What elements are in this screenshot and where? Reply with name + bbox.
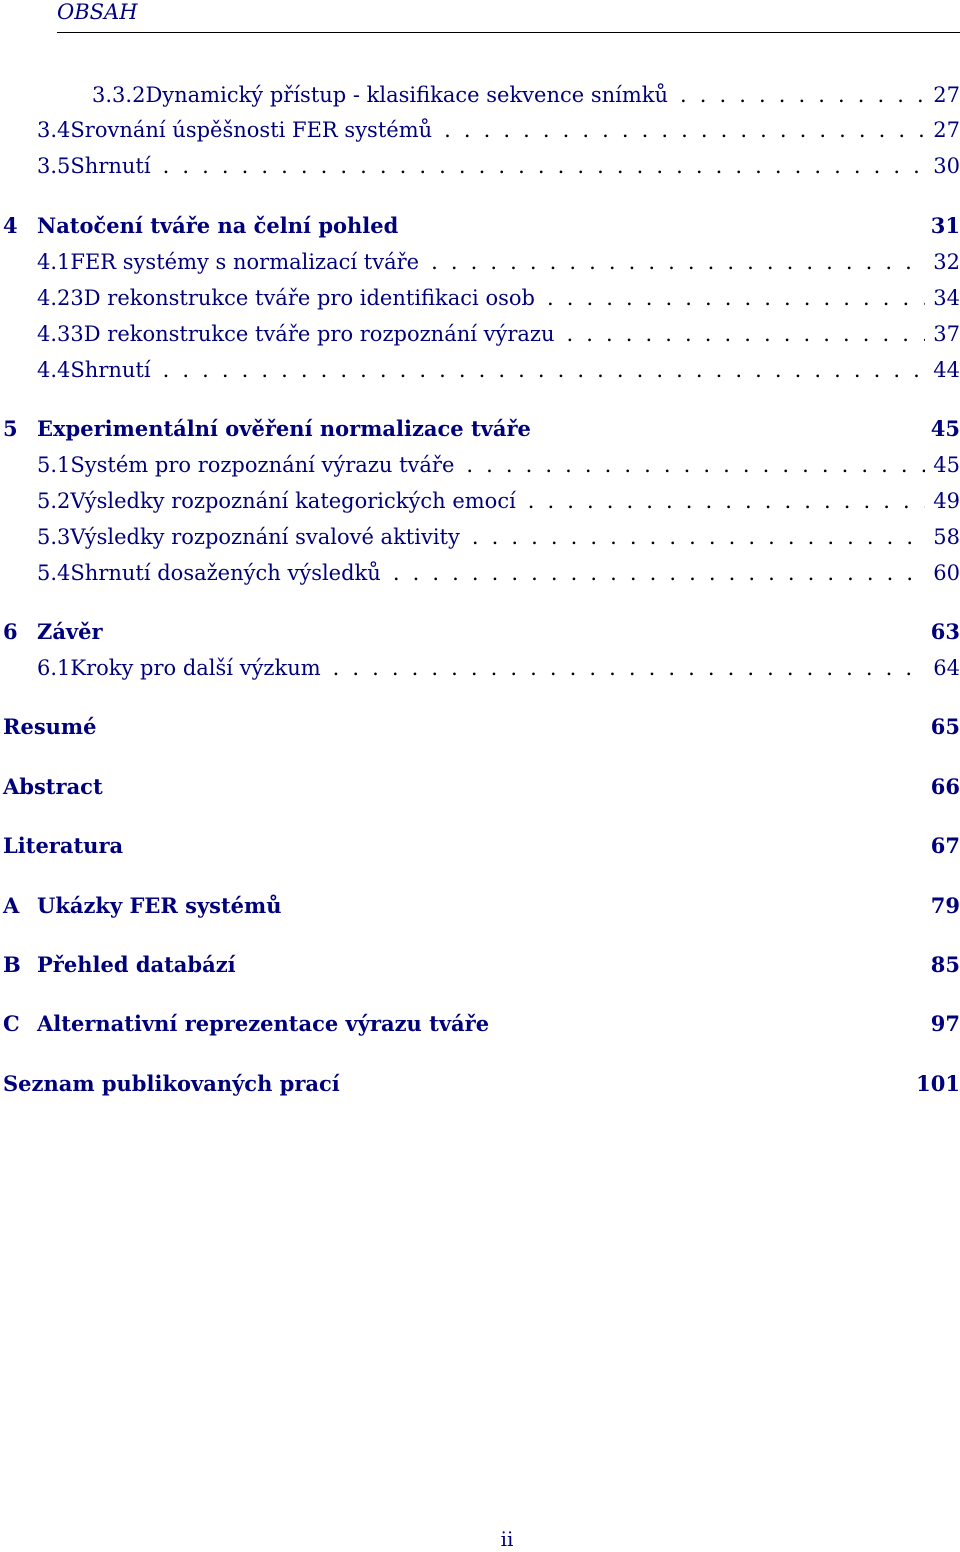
toc-entry-title: Kroky pro další výzkum <box>70 656 321 680</box>
toc-entry-number: 3.4 <box>37 118 71 142</box>
toc-chapter-number: 5 <box>3 416 18 441</box>
toc-entry-title: 3D rekonstrukce tváře pro identifikaci osob <box>70 286 535 310</box>
dot-leader <box>472 519 925 555</box>
dot-leader <box>393 555 925 591</box>
toc-chapter-page: 66 <box>930 774 960 799</box>
dot-leader <box>466 447 925 483</box>
toc-chapter-page: 101 <box>916 1071 960 1096</box>
toc-chapter-page: 45 <box>930 416 960 441</box>
toc-entry-page: 49 <box>933 489 960 513</box>
toc-entry-title: Výsledky rozpoznání svalové aktivity <box>70 525 460 549</box>
toc-entry-number: 4.3 <box>37 322 71 346</box>
running-title: OBSAH <box>57 0 138 24</box>
toc-chapter-title: Alternativní reprezentace výrazu tváře <box>37 1011 490 1036</box>
toc-entry-title: Výsledky rozpoznání kategorických emocí <box>70 489 516 513</box>
toc-chapter-title: Abstract <box>3 774 103 799</box>
toc-entry-title: Systém pro rozpoznání výrazu tváře <box>70 453 455 477</box>
toc-chapter-page: 65 <box>930 714 960 739</box>
toc-entry-page: 27 <box>933 118 960 142</box>
toc-chapter-page: 31 <box>930 213 960 238</box>
toc-chapter-number: C <box>3 1011 20 1036</box>
toc-chapter[interactable] <box>0 828 960 864</box>
toc-chapter-title: Ukázky FER systémů <box>37 893 282 918</box>
toc-entry-number: 3.5 <box>37 154 71 178</box>
toc-chapter-page: 85 <box>930 952 960 977</box>
toc-entry-number: 3.3.2 <box>92 83 146 107</box>
toc-entry-number: 5.1 <box>37 453 71 477</box>
toc-entry-number: 6.1 <box>37 656 71 680</box>
dot-leader <box>444 112 925 148</box>
toc-chapter[interactable] <box>0 614 960 650</box>
toc-chapter-page: 79 <box>930 893 960 918</box>
toc-entry-page: 45 <box>933 453 960 477</box>
toc-chapter[interactable] <box>0 947 960 983</box>
toc-entry-page: 30 <box>933 154 960 178</box>
toc-chapter[interactable] <box>0 1066 960 1102</box>
dot-leader <box>680 77 925 113</box>
toc-chapter-title: Přehled databází <box>37 952 236 977</box>
toc-entry-number: 4.2 <box>37 286 71 310</box>
toc-entry-page: 44 <box>933 358 960 382</box>
toc-entry[interactable] <box>0 650 960 686</box>
toc-entry-number: 4.4 <box>37 358 71 382</box>
toc-entry[interactable] <box>0 280 960 316</box>
toc-chapter[interactable] <box>0 1006 960 1042</box>
header-rule <box>57 32 960 33</box>
toc-chapter[interactable] <box>0 208 960 244</box>
toc-chapter-title: Literatura <box>3 833 124 858</box>
toc-chapter-title: Seznam publikovaných prací <box>3 1071 340 1096</box>
toc-entry-page: 60 <box>933 561 960 585</box>
toc-entry[interactable] <box>0 483 960 519</box>
dot-leader <box>547 280 925 316</box>
toc-entry[interactable] <box>0 77 960 113</box>
dot-leader <box>163 352 926 388</box>
toc-chapter-number: B <box>3 952 21 977</box>
dot-leader <box>333 650 926 686</box>
page-number: ii <box>500 1527 514 1551</box>
dot-leader <box>431 244 925 280</box>
toc-entry[interactable] <box>0 112 960 148</box>
toc-entry-title: Shrnutí <box>70 154 151 178</box>
dot-leader <box>163 148 926 184</box>
toc-entry-title: Srovnání úspěšnosti FER systémů <box>70 118 433 142</box>
toc-chapter[interactable] <box>0 709 960 745</box>
toc-chapter-title: Natočení tváře na čelní pohled <box>37 213 399 238</box>
dot-leader <box>567 316 926 352</box>
toc-entry[interactable] <box>0 244 960 280</box>
toc-entry-title: FER systémy s normalizací tváře <box>70 250 420 274</box>
toc-entry-number: 5.3 <box>37 525 71 549</box>
toc-entry[interactable] <box>0 555 960 591</box>
toc-entry[interactable] <box>0 316 960 352</box>
toc-entry-number: 4.1 <box>37 250 71 274</box>
toc-entry-page: 64 <box>933 656 960 680</box>
toc-entry-title: Shrnutí dosažených výsledků <box>70 561 381 585</box>
toc-entry[interactable] <box>0 447 960 483</box>
toc-chapter-page: 67 <box>930 833 960 858</box>
toc-entry-page: 37 <box>933 322 960 346</box>
toc-chapter-title: Závěr <box>37 619 103 644</box>
toc-entry-page: 27 <box>933 83 960 107</box>
toc-entry-title: Shrnutí <box>70 358 151 382</box>
toc-chapter[interactable] <box>0 888 960 924</box>
toc-chapter[interactable] <box>0 769 960 805</box>
toc-chapter[interactable] <box>0 411 960 447</box>
toc-entry[interactable] <box>0 519 960 555</box>
toc-entry-page: 58 <box>933 525 960 549</box>
toc-entry-page: 32 <box>933 250 960 274</box>
toc-chapter-page: 63 <box>930 619 960 644</box>
toc-chapter-number: 4 <box>3 213 18 238</box>
toc-entry[interactable] <box>0 352 960 388</box>
toc-entry-page: 34 <box>933 286 960 310</box>
toc-chapter-title: Resumé <box>3 714 97 739</box>
toc-entry-number: 5.4 <box>37 561 71 585</box>
toc-entry-title: Dynamický přístup - klasifikace sekvence snímků <box>145 83 669 107</box>
dot-leader <box>528 483 925 519</box>
toc-chapter-number: A <box>3 893 20 918</box>
toc-chapter-page: 97 <box>930 1011 960 1036</box>
toc-chapter-number: 6 <box>3 619 18 644</box>
toc-entry[interactable] <box>0 148 960 184</box>
toc-entry-title: 3D rekonstrukce tváře pro rozpoznání výrazu <box>70 322 555 346</box>
toc-chapter-title: Experimentální ověření normalizace tváře <box>37 416 531 441</box>
toc-entry-number: 5.2 <box>37 489 71 513</box>
